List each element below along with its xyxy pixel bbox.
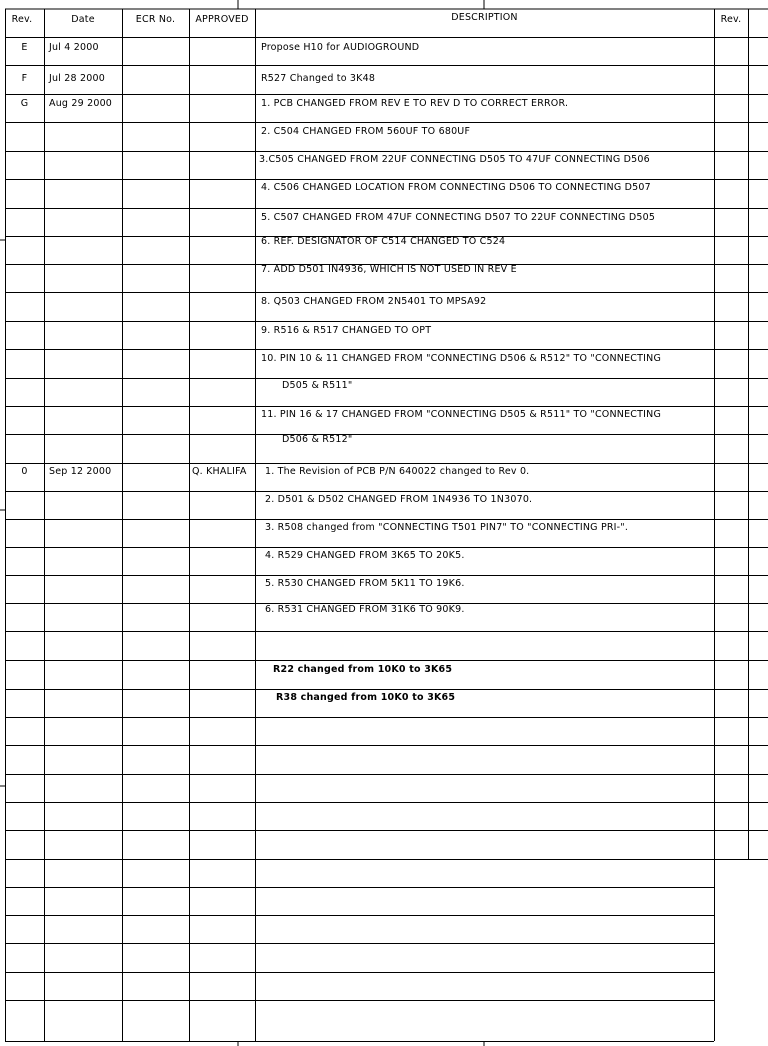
description-cell: 2. C504 CHANGED FROM 560UF TO 680UF xyxy=(261,126,471,137)
description-cell: 6. R531 CHANGED FROM 31K6 TO 90K9. xyxy=(265,604,465,615)
rev-cell: F xyxy=(21,73,28,84)
header-approved: APPROVED xyxy=(195,14,249,25)
date-cell: Jul 4 2000 xyxy=(49,42,99,53)
description-cell: R38 changed from 10K0 to 3K65 xyxy=(276,692,456,703)
description-cell: 2. D501 & D502 CHANGED FROM 1N4936 TO 1N3070. xyxy=(265,494,533,505)
description-cell: 7. ADD D501 IN4936, WHICH IS NOT USED IN REV E xyxy=(261,264,517,275)
description-cell: R527 Changed to 3K48 xyxy=(261,73,376,84)
description-cell: 8. Q503 CHANGED FROM 2N5401 TO MPSA92 xyxy=(261,296,487,307)
date-cell: Aug 29 2000 xyxy=(49,98,113,109)
description-cell: 6. REF. DESIGNATOR OF C514 CHANGED TO C524 xyxy=(261,236,506,247)
description-cell: 5. R530 CHANGED FROM 5K11 TO 19K6. xyxy=(265,578,465,589)
description-cell: 9. R516 & R517 CHANGED TO OPT xyxy=(261,325,432,336)
rev-cell: E xyxy=(21,42,28,53)
description-cell: 1. The Revision of PCB P/N 640022 changed to Rev 0. xyxy=(265,466,530,477)
description-cell: R22 changed from 10K0 to 3K65 xyxy=(273,664,453,675)
description-cell: 3. R508 changed from "CONNECTING T501 PIN7" TO "CONNECTING PRI-". xyxy=(265,522,629,533)
header-ecr-no: ECR No. xyxy=(135,14,176,25)
description-cell: D505 & R511" xyxy=(282,380,353,391)
rev-cell: 0 xyxy=(21,466,28,477)
description-cell: 10. PIN 10 & 11 CHANGED FROM "CONNECTING D506 & R512" TO "CONNECTING xyxy=(261,353,662,364)
header-date: Date xyxy=(71,14,95,25)
date-cell: Jul 28 2000 xyxy=(49,73,105,84)
date-cell: Sep 12 2000 xyxy=(49,466,112,477)
rev-cell: G xyxy=(20,98,29,109)
header-description: DESCRIPTION xyxy=(451,12,518,23)
description-cell: 5. C507 CHANGED FROM 47UF CONNECTING D507 TO 22UF CONNECTING D505 xyxy=(261,212,656,223)
header-rev-right: Rev. xyxy=(720,14,742,25)
description-cell: 4. C506 CHANGED LOCATION FROM CONNECTING D506 TO CONNECTING D507 xyxy=(261,182,651,193)
description-cell: 3.C505 CHANGED FROM 22UF CONNECTING D505 TO 47UF CONNECTING D506 xyxy=(259,154,650,165)
description-cell: 11. PIN 16 & 17 CHANGED FROM "CONNECTING D505 & R511" TO "CONNECTING xyxy=(261,409,662,420)
description-cell: 1. PCB CHANGED FROM REV E TO REV D TO CORRECT ERROR. xyxy=(261,98,569,109)
header-rev: Rev. xyxy=(11,14,33,25)
description-cell: Propose H10 for AUDIOGROUND xyxy=(261,42,420,53)
approved-cell: Q. KHALIFA xyxy=(192,466,247,477)
description-cell: D506 & R512" xyxy=(282,434,353,445)
description-cell: 4. R529 CHANGED FROM 3K65 TO 20K5. xyxy=(265,550,465,561)
